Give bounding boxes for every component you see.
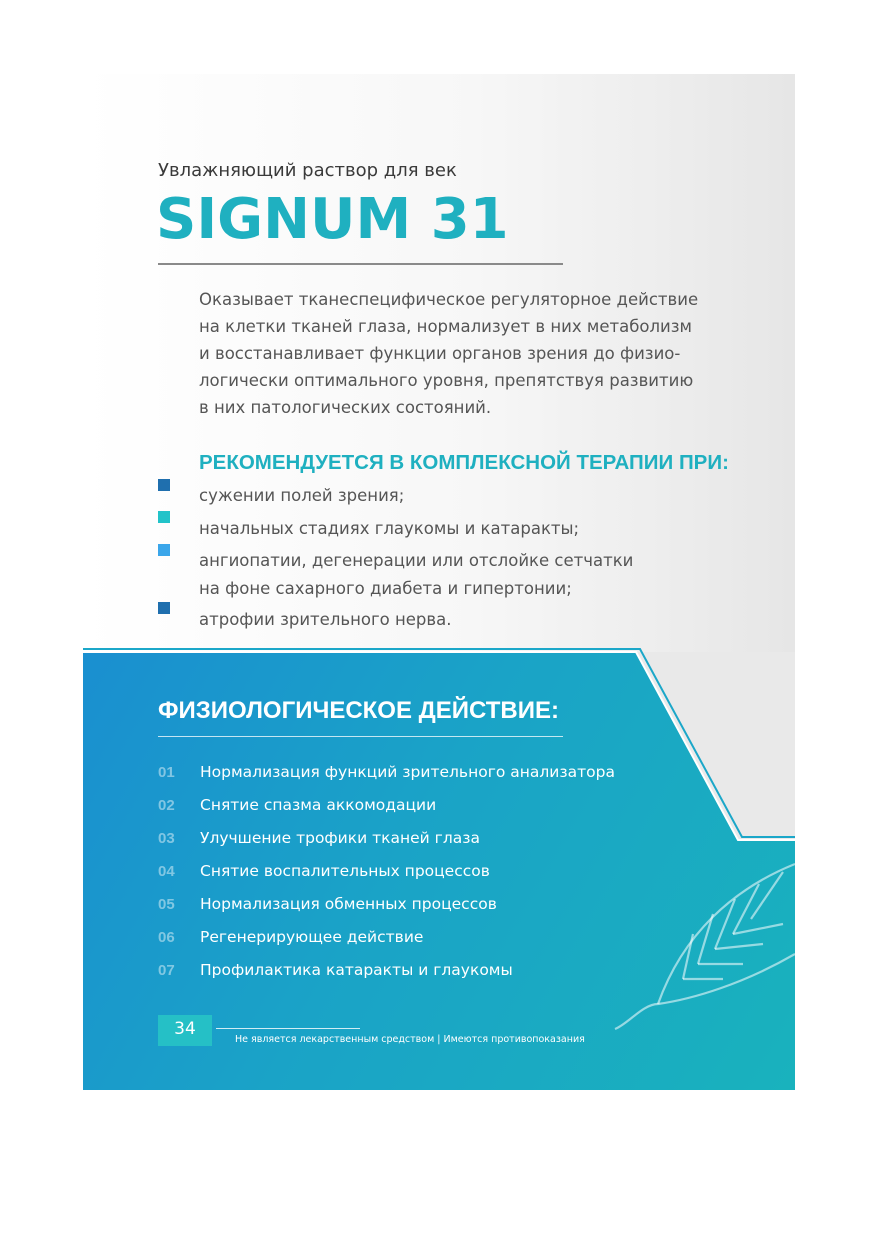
item-text: Регенерирующее действие	[200, 928, 424, 946]
item-number: 04	[158, 863, 175, 880]
physiology-divider	[158, 736, 563, 737]
intro-line: Оказывает тканеспецифическое регуляторное действие	[199, 290, 699, 309]
item-text: Снятие воспалительных процессов	[200, 862, 490, 880]
footer-divider	[216, 1028, 360, 1029]
leaf-icon	[615, 864, 795, 1029]
item-number: 02	[158, 797, 175, 814]
item-text: Профилактика катаракты и глаукомы	[200, 961, 513, 979]
intro-line: в них патологических состояний.	[199, 398, 492, 417]
item-text: Нормализация обменных процессов	[200, 895, 497, 913]
brochure-page	[83, 74, 795, 1090]
physiology-item	[158, 895, 497, 913]
item-number: 03	[158, 830, 175, 847]
recommendations-heading: РЕКОМЕНДУЕТСЯ В КОМПЛЕКСНОЙ ТЕРАПИИ ПРИ:	[199, 451, 729, 474]
physiology-heading: ФИЗИОЛОГИЧЕСКОЕ ДЕЙСТВИЕ:	[158, 697, 559, 724]
product-subtitle: Увлажняющий раствор для век	[158, 160, 457, 181]
item-number: 05	[158, 896, 175, 913]
recommendation-item: ангиопатии, дегенерации или отслойке сетчатки	[199, 551, 634, 570]
intro-line: на клетки тканей глаза, нормализует в них метаболизм	[199, 317, 692, 336]
recommendation-item: сужении полей зрения;	[199, 486, 405, 505]
item-number: 06	[158, 929, 175, 946]
item-text: Снятие спазма аккомодации	[200, 796, 437, 814]
item-number: 01	[158, 764, 175, 781]
physiology-item	[158, 796, 436, 814]
recommendation-item-continued: на фоне сахарного диабета и гипертонии;	[199, 579, 572, 598]
footer-disclaimer: Не является лекарственным средством | Имеются противопоказания	[235, 1034, 585, 1045]
item-text: Улучшение трофики тканей глаза	[200, 829, 480, 847]
item-number: 07	[158, 962, 175, 979]
physiology-item	[158, 862, 490, 880]
physiology-item	[158, 928, 423, 946]
band-cutout	[636, 652, 795, 840]
recommendation-item: атрофии зрительного нерва.	[199, 610, 452, 629]
product-title: SIGNUM 31	[156, 187, 509, 252]
page-number: 34	[158, 1015, 212, 1046]
item-text: Нормализация функций зрительного анализатора	[200, 763, 615, 781]
intro-line: и восстанавливает функции органов зрения до физио-	[199, 344, 681, 363]
intro-line: логически оптимального уровня, препятствуя развитию	[199, 371, 694, 390]
physiology-item	[158, 961, 513, 979]
physiology-item	[158, 763, 615, 781]
physiology-item	[158, 829, 480, 847]
recommendation-item: начальных стадиях глаукомы и катаракты;	[199, 519, 580, 538]
